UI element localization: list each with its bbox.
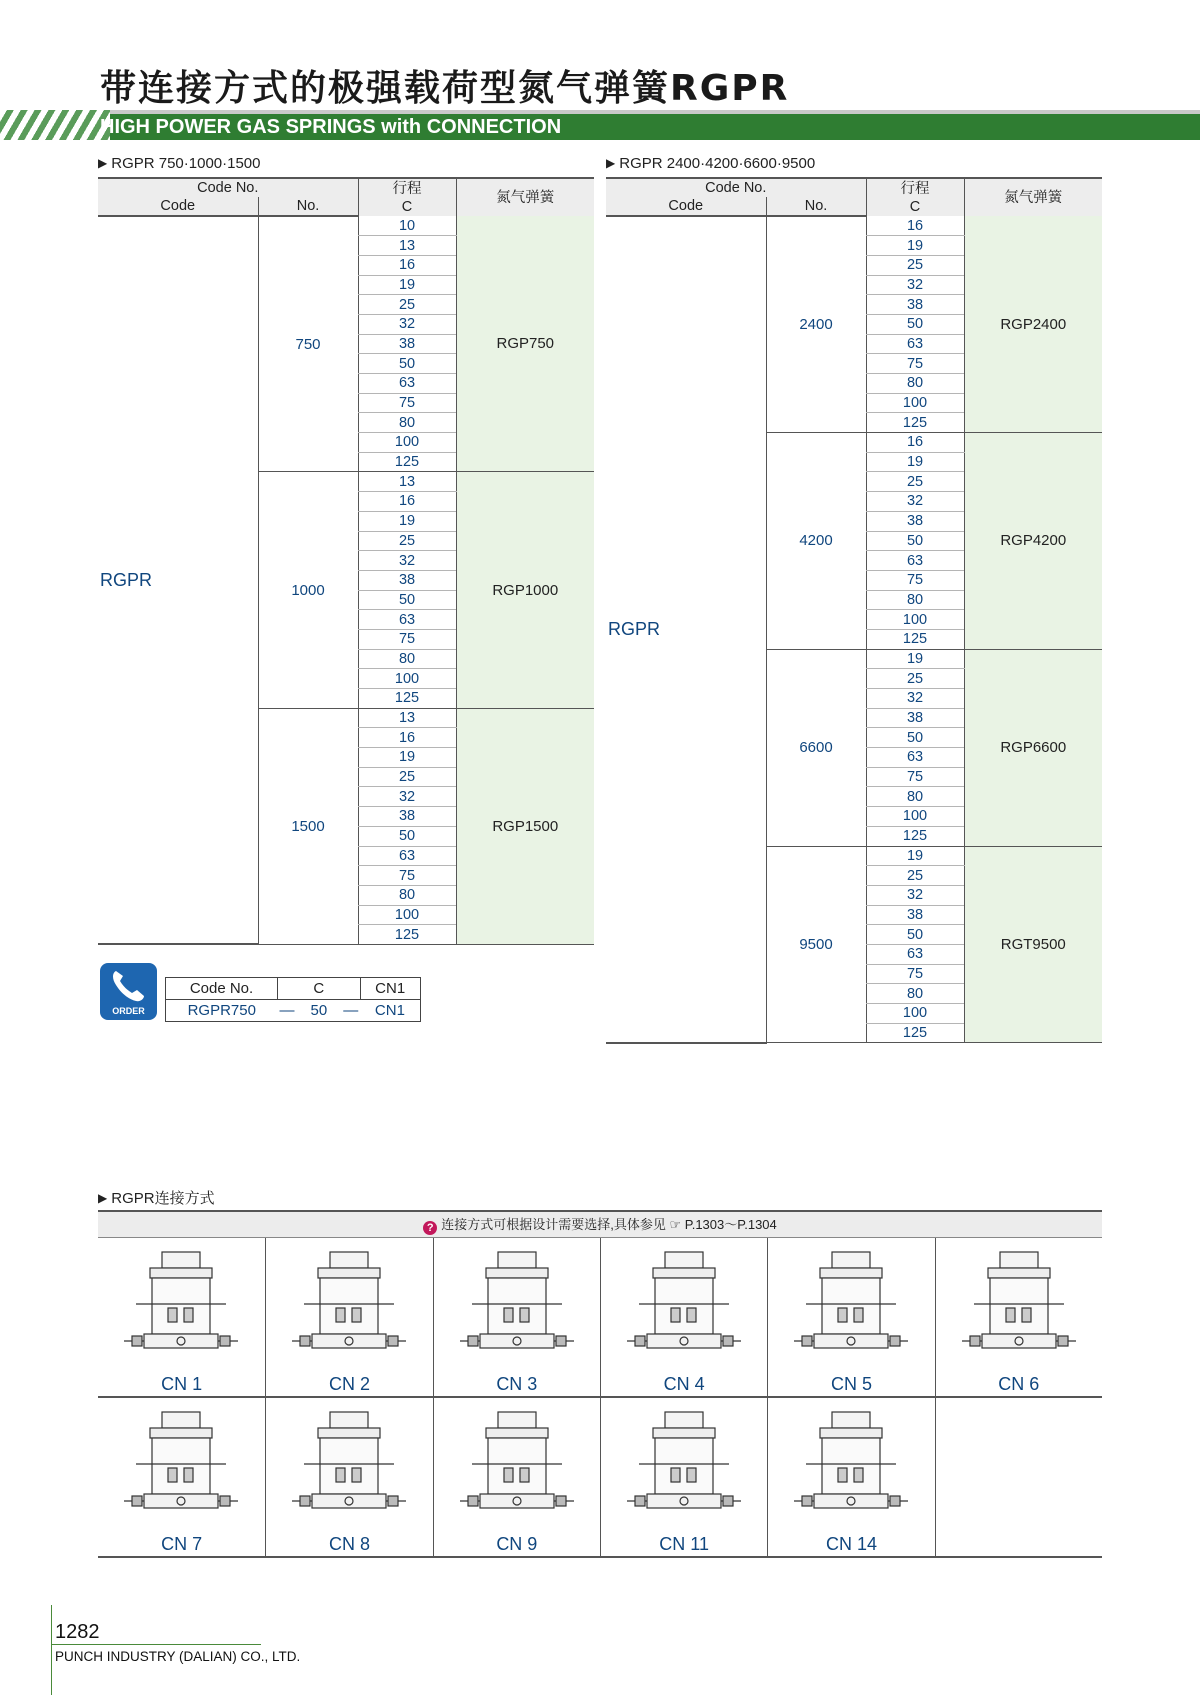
page-number: 1282 bbox=[55, 1621, 100, 1643]
stroke-cell: 13 bbox=[358, 708, 456, 728]
stroke-cell: 125 bbox=[358, 452, 456, 472]
stroke-cell: 16 bbox=[358, 728, 456, 748]
table-row bbox=[98, 216, 594, 236]
stroke-cell: 63 bbox=[358, 610, 456, 630]
connection-type-label: CN 4 bbox=[663, 1374, 705, 1394]
model-no-cell: 750 bbox=[258, 216, 358, 472]
stroke-cell: 75 bbox=[866, 767, 964, 787]
connection-type-cell bbox=[767, 1398, 934, 1556]
connection-section-label: ▶ RGPR连接方式 bbox=[98, 1187, 215, 1208]
header-no: No. bbox=[258, 197, 358, 216]
order-example-table bbox=[165, 977, 421, 1022]
stroke-cell: 32 bbox=[866, 689, 964, 709]
right-section-label: ▶ RGPR 2400·4200·6600·9500 bbox=[606, 155, 815, 172]
connection-note bbox=[98, 1210, 1102, 1238]
order-icon bbox=[100, 963, 157, 1020]
band-top-line bbox=[96, 110, 1200, 114]
stroke-cell: 25 bbox=[358, 531, 456, 551]
order-value-code: RGPR750 bbox=[166, 1000, 278, 1022]
connection-type-label: CN 11 bbox=[659, 1534, 709, 1554]
order-icon-label: ORDER bbox=[112, 1006, 145, 1016]
stroke-cell: 50 bbox=[866, 925, 964, 945]
stroke-cell: 80 bbox=[866, 787, 964, 807]
connection-type-cell bbox=[98, 1398, 265, 1556]
connection-type-cell bbox=[767, 1238, 934, 1396]
connection-type-cell bbox=[433, 1398, 600, 1556]
stroke-cell: 19 bbox=[866, 452, 964, 472]
connection-type-label: CN 6 bbox=[998, 1374, 1040, 1394]
band-stripes bbox=[0, 110, 110, 140]
stroke-cell: 50 bbox=[866, 531, 964, 551]
stroke-cell: 19 bbox=[866, 649, 964, 669]
stroke-cell: 63 bbox=[866, 551, 964, 571]
order-value-cn: CN1 bbox=[360, 1000, 420, 1022]
model-no-cell: 6600 bbox=[766, 649, 866, 846]
connection-type-cell bbox=[433, 1238, 600, 1396]
order-header-cn: CN1 bbox=[360, 978, 420, 1000]
stroke-cell: 125 bbox=[358, 925, 456, 945]
stroke-cell: 125 bbox=[866, 413, 964, 433]
gas-spring-drawing bbox=[788, 1408, 914, 1526]
stroke-cell: 25 bbox=[358, 295, 456, 315]
connection-type-cell bbox=[600, 1398, 767, 1556]
stroke-cell: 80 bbox=[866, 374, 964, 394]
stroke-cell: 100 bbox=[866, 807, 964, 827]
stroke-cell: 75 bbox=[866, 964, 964, 984]
stroke-cell: 80 bbox=[358, 885, 456, 905]
header-code-no: Code No. bbox=[98, 178, 358, 197]
stroke-cell: 75 bbox=[358, 393, 456, 413]
header-stroke-sub: C bbox=[909, 198, 921, 215]
spring-cell: RGP2400 bbox=[964, 216, 1102, 433]
stroke-cell: 38 bbox=[866, 295, 964, 315]
header-spring: 氮气弹簧 bbox=[456, 178, 594, 216]
model-no-cell: 9500 bbox=[766, 846, 866, 1043]
gas-spring-drawing bbox=[956, 1248, 1082, 1366]
header-no: No. bbox=[766, 197, 866, 216]
code-cell: RGPR bbox=[606, 216, 766, 1043]
stroke-cell: 63 bbox=[866, 748, 964, 768]
header-stroke bbox=[866, 178, 964, 216]
header-spring: 氮气弹簧 bbox=[964, 178, 1102, 216]
gas-spring-drawing bbox=[286, 1408, 412, 1526]
connection-type-cell bbox=[935, 1238, 1102, 1396]
info-icon: ? bbox=[423, 1221, 437, 1235]
order-header-code: Code No. bbox=[166, 978, 278, 1000]
stroke-cell: 80 bbox=[358, 413, 456, 433]
gas-spring-drawing bbox=[621, 1248, 747, 1366]
phone-icon bbox=[110, 969, 147, 1003]
stroke-cell: 19 bbox=[866, 846, 964, 866]
stroke-cell: 63 bbox=[358, 374, 456, 394]
model-no-cell: 2400 bbox=[766, 216, 866, 433]
table-row bbox=[606, 216, 1102, 236]
stroke-cell: 32 bbox=[866, 492, 964, 512]
model-no-cell: 1000 bbox=[258, 472, 358, 708]
header-stroke-sub: C bbox=[401, 198, 413, 215]
connection-type-cell bbox=[600, 1238, 767, 1396]
footer-rule-vertical bbox=[51, 1605, 52, 1695]
footer-rule-horizontal bbox=[51, 1644, 261, 1645]
right-spec-table bbox=[606, 177, 1102, 1044]
header-stroke-label: 行程 bbox=[392, 180, 422, 197]
connection-type-cell bbox=[98, 1238, 265, 1396]
connection-type-label: CN 14 bbox=[825, 1534, 877, 1554]
connection-grid bbox=[98, 1238, 1102, 1558]
stroke-cell: 50 bbox=[358, 354, 456, 374]
stroke-cell: 38 bbox=[866, 708, 964, 728]
gas-spring-drawing bbox=[621, 1408, 747, 1526]
connection-type-label: CN 2 bbox=[328, 1374, 370, 1394]
spring-cell: RGP750 bbox=[456, 216, 594, 472]
order-header-c: C bbox=[278, 978, 361, 1000]
stroke-cell: 32 bbox=[358, 551, 456, 571]
stroke-cell: 63 bbox=[866, 944, 964, 964]
connection-type-label: CN 8 bbox=[328, 1534, 370, 1554]
stroke-cell: 38 bbox=[866, 905, 964, 925]
connection-type-label: CN 3 bbox=[496, 1374, 538, 1394]
spring-cell: RGT9500 bbox=[964, 846, 1102, 1043]
stroke-cell: 125 bbox=[358, 689, 456, 709]
stroke-cell: 32 bbox=[358, 787, 456, 807]
header-stroke bbox=[358, 178, 456, 216]
stroke-cell: 25 bbox=[358, 767, 456, 787]
stroke-cell: 125 bbox=[866, 629, 964, 649]
stroke-cell: 125 bbox=[866, 826, 964, 846]
title-band bbox=[0, 110, 1200, 140]
spring-cell: RGP6600 bbox=[964, 649, 1102, 846]
stroke-cell: 75 bbox=[358, 629, 456, 649]
order-dash: — bbox=[341, 1000, 360, 1022]
stroke-cell: 38 bbox=[358, 334, 456, 354]
stroke-cell: 32 bbox=[358, 314, 456, 334]
stroke-cell: 25 bbox=[866, 669, 964, 689]
page-title: 带连接方式的极强载荷型氮气弹簧RGPR bbox=[100, 68, 790, 109]
stroke-cell: 38 bbox=[358, 807, 456, 827]
stroke-cell: 50 bbox=[358, 590, 456, 610]
spring-cell: RGP1500 bbox=[456, 708, 594, 944]
order-value-c: 50 bbox=[297, 1000, 342, 1022]
stroke-cell: 16 bbox=[358, 255, 456, 275]
stroke-cell: 25 bbox=[866, 255, 964, 275]
connection-type-label: CN 5 bbox=[830, 1374, 872, 1394]
model-no-cell: 1500 bbox=[258, 708, 358, 944]
page-subtitle: HIGH POWER GAS SPRINGS with CONNECTION bbox=[100, 116, 562, 138]
connection-row bbox=[98, 1398, 1102, 1558]
code-cell: RGPR bbox=[98, 216, 258, 944]
stroke-cell: 80 bbox=[358, 649, 456, 669]
order-dash: — bbox=[278, 1000, 297, 1022]
gas-spring-drawing bbox=[286, 1248, 412, 1366]
gas-spring-drawing bbox=[118, 1248, 244, 1366]
stroke-cell: 100 bbox=[866, 1004, 964, 1024]
stroke-cell: 50 bbox=[866, 728, 964, 748]
stroke-cell: 100 bbox=[358, 905, 456, 925]
stroke-cell: 80 bbox=[866, 984, 964, 1004]
header-stroke-label: 行程 bbox=[900, 180, 930, 197]
spring-cell: RGP4200 bbox=[964, 433, 1102, 650]
connection-type-label: CN 9 bbox=[496, 1534, 538, 1554]
stroke-cell: 100 bbox=[866, 393, 964, 413]
stroke-cell: 16 bbox=[358, 492, 456, 512]
empty-cell bbox=[935, 1398, 1102, 1556]
stroke-cell: 125 bbox=[866, 1023, 964, 1043]
connection-note-text: 连接方式可根据设计需要选择,具体参见 ☞ P.1303～P.1304 bbox=[441, 1217, 777, 1232]
stroke-cell: 75 bbox=[866, 354, 964, 374]
stroke-cell: 19 bbox=[866, 236, 964, 256]
gas-spring-drawing bbox=[788, 1248, 914, 1366]
stroke-cell: 38 bbox=[866, 511, 964, 531]
header-code: Code bbox=[606, 197, 766, 216]
stroke-cell: 19 bbox=[358, 275, 456, 295]
stroke-cell: 38 bbox=[358, 570, 456, 590]
stroke-cell: 19 bbox=[358, 748, 456, 768]
stroke-cell: 80 bbox=[866, 590, 964, 610]
stroke-cell: 75 bbox=[358, 866, 456, 886]
left-spec-table bbox=[98, 177, 594, 945]
connection-row bbox=[98, 1238, 1102, 1398]
header-code-no: Code No. bbox=[606, 178, 866, 197]
spring-cell: RGP1000 bbox=[456, 472, 594, 708]
company-name: PUNCH INDUSTRY (DALIAN) CO., LTD. bbox=[55, 1649, 301, 1664]
left-section-label: ▶ RGPR 750·1000·1500 bbox=[98, 155, 261, 172]
stroke-cell: 16 bbox=[866, 216, 964, 236]
stroke-cell: 13 bbox=[358, 236, 456, 256]
gas-spring-drawing bbox=[118, 1408, 244, 1526]
stroke-cell: 100 bbox=[358, 669, 456, 689]
stroke-cell: 75 bbox=[866, 570, 964, 590]
gas-spring-drawing bbox=[454, 1248, 580, 1366]
connection-type-label: CN 1 bbox=[161, 1374, 203, 1394]
connection-type-cell bbox=[265, 1398, 432, 1556]
stroke-cell: 50 bbox=[358, 826, 456, 846]
stroke-cell: 25 bbox=[866, 472, 964, 492]
stroke-cell: 16 bbox=[866, 433, 964, 453]
stroke-cell: 50 bbox=[866, 314, 964, 334]
stroke-cell: 32 bbox=[866, 885, 964, 905]
stroke-cell: 100 bbox=[866, 610, 964, 630]
header-code: Code bbox=[98, 197, 258, 216]
connection-type-label: CN 7 bbox=[161, 1534, 203, 1554]
stroke-cell: 32 bbox=[866, 275, 964, 295]
stroke-cell: 63 bbox=[866, 334, 964, 354]
stroke-cell: 63 bbox=[358, 846, 456, 866]
stroke-cell: 13 bbox=[358, 472, 456, 492]
stroke-cell: 10 bbox=[358, 216, 456, 236]
model-no-cell: 4200 bbox=[766, 433, 866, 650]
connection-type-cell bbox=[265, 1238, 432, 1396]
stroke-cell: 25 bbox=[866, 866, 964, 886]
stroke-cell: 19 bbox=[358, 511, 456, 531]
gas-spring-drawing bbox=[454, 1408, 580, 1526]
stroke-cell: 100 bbox=[358, 433, 456, 453]
